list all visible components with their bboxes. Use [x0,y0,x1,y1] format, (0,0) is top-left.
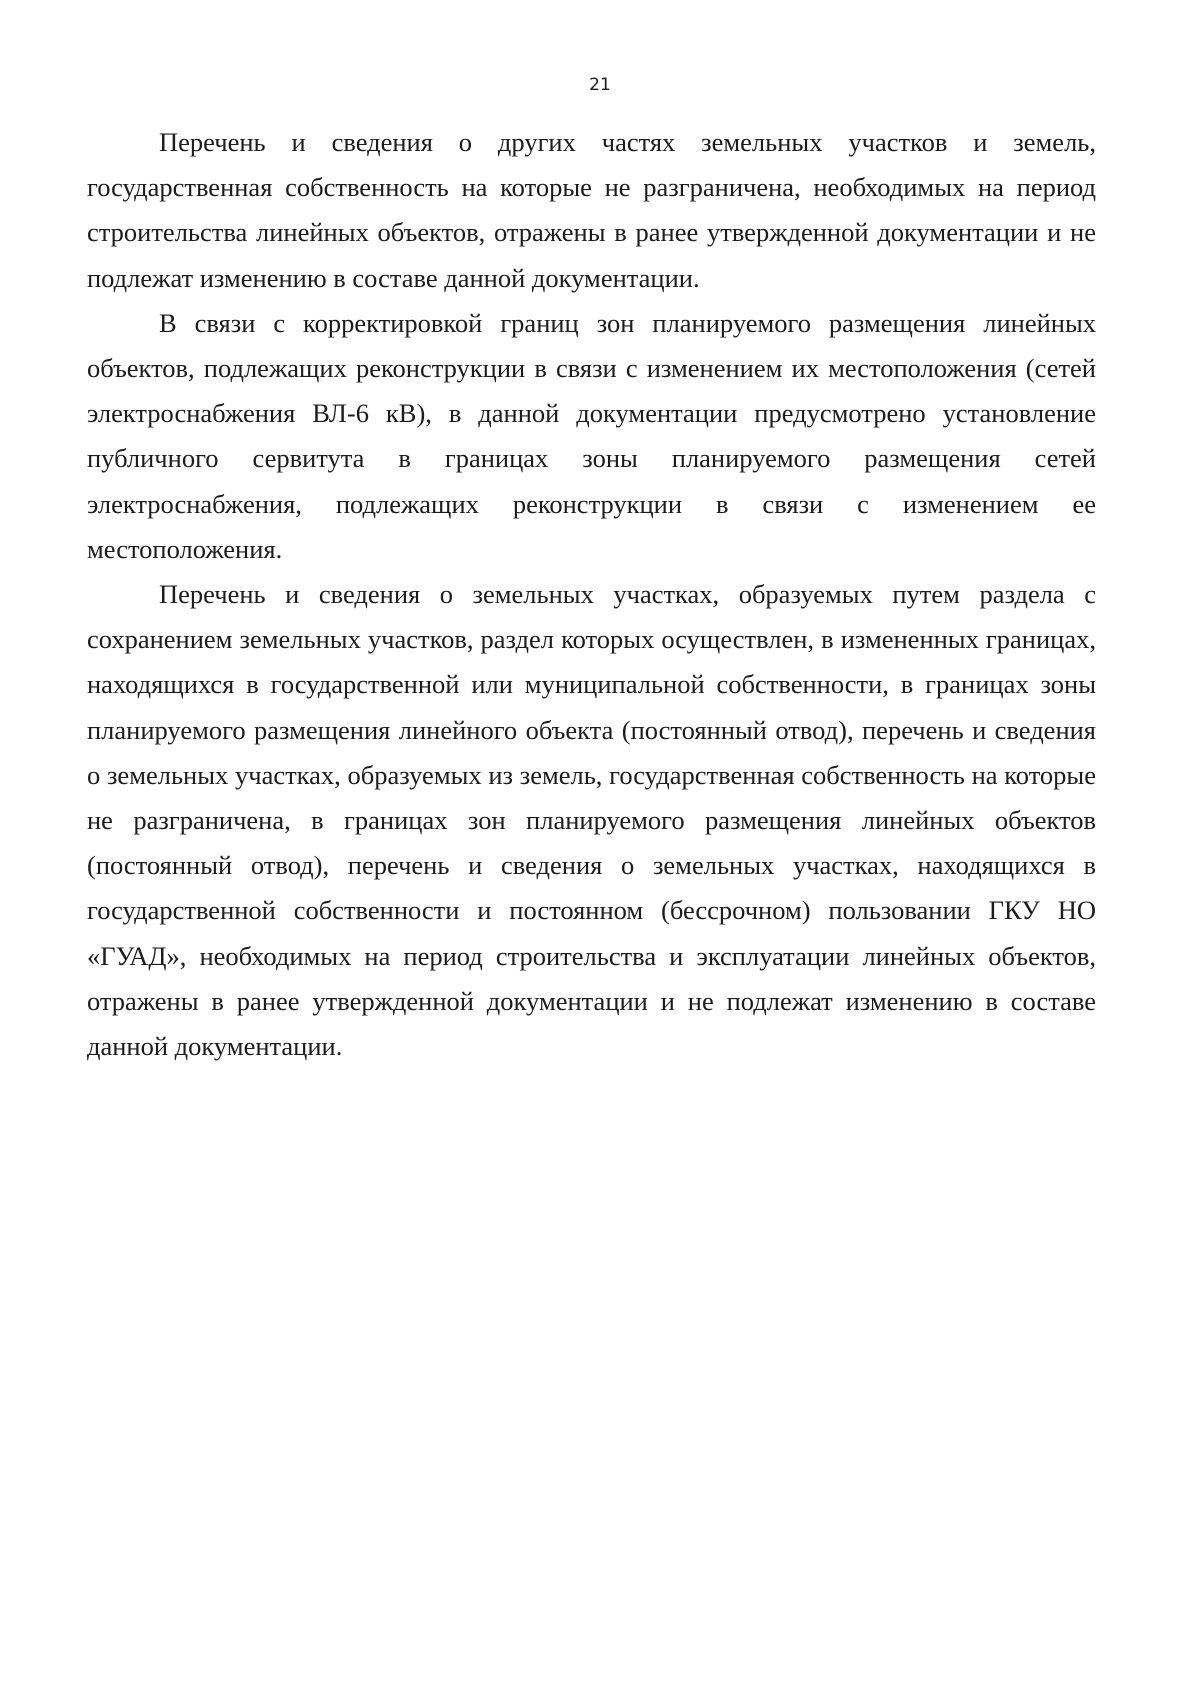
document-body [87,120,1096,1069]
paragraph-3: Перечень и сведения о земельных участках, образуемых путем раздела с сохранением земельных участков, раздел которых осуществлен, в измененных границах, находящихся в государственной или муниципальной собственности, в границах зоны планируемого размещения линейного объекта (постоянный отвод), перечень и сведения о земельных участках, образуемых из земель, государственная собственность на которые не разграничена, в границах зон планируемого размещения линейных объектов (постоянный отвод), перечень и сведения о земельных участках, находящихся в государственной собственности и постоянном (бессрочном) пользовании ГКУ НО «ГУАД», необходимых на период строительства и эксплуатации линейных объектов, отражены в ранее утвержденной документации и не подлежат изменению в составе данной документации. [87,579,1096,1062]
paragraph-2: В связи с корректировкой границ зон планируемого размещения линейных объектов, подлежащих реконструкции в связи с изменением их местоположения (сетей электроснабжения ВЛ-6 кВ), в данной документации предусмотрено установление публичного сервитута в границах зоны планируемого размещения сетей электроснабжения, подлежащих реконструкции в связи с изменением ее местоположения. [87,307,1096,564]
paragraph-1: Перечень и сведения о других частях земельных участков и земель, государственная собственность на которые не разграничена, необходимых на период строительства линейных объектов, отражены в ранее утвержденной документации и не подлежат изменению в составе данной документации. [87,127,1096,293]
page-number: 21 [589,75,611,95]
